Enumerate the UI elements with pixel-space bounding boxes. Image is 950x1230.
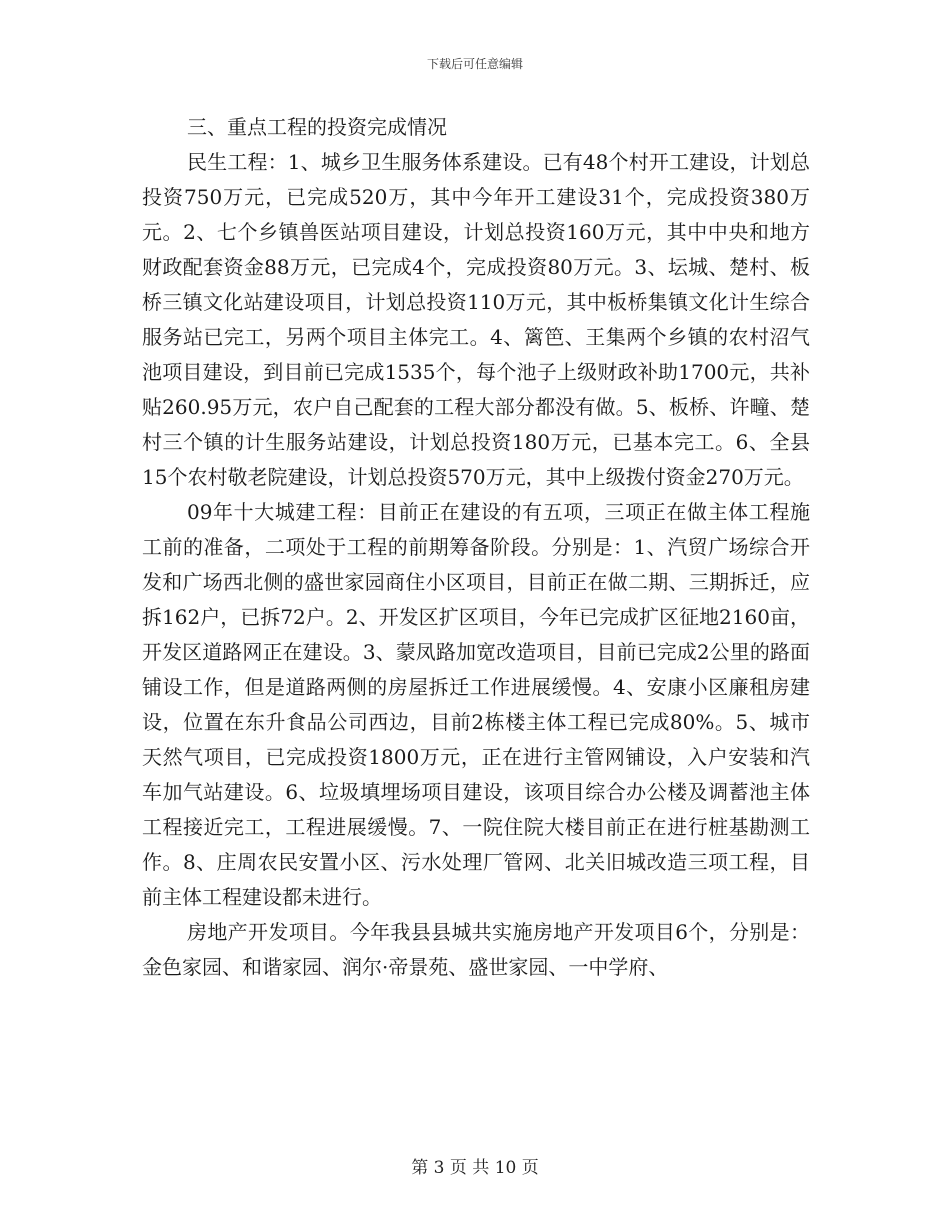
page-number-label: 第 3 页 共 10 页 — [411, 1158, 539, 1178]
document-body — [142, 110, 810, 985]
section-heading: 三、重点工程的投资完成情况 — [187, 115, 447, 139]
page-footer — [0, 1153, 950, 1178]
paragraph-real-estate: 房地产开发项目。今年我县县城共实施房地产开发项目6个，分别是：金色家园、和谐家园、润尔·帝景苑、盛世家园、一中学府、 — [142, 920, 810, 979]
page-header-note: 下载后可任意编辑 — [426, 57, 523, 71]
paragraph-livelihood-projects: 民生工程：1、城乡卫生服务体系建设。已有48个村开工建设，计划总投资750万元，已完成520万，其中今年开工建设31个，完成投资380万元。2、七个乡镇兽医站项目建设，计划总投资160万元，其中中央和地方财政配套资金88万元，已完成4个，完成投资80万元。3、坛城、楚村、板桥三镇文化站建设项目，计划总投资110万元，其中板桥集镇文化计生综合服务站已完工，另两个项目主体完工。4、篱笆、王集两个乡镇的农村沼气池项目建设，到目前已完成1535个，每个池子上级财政补助1700元，共补贴260.95万元，农户自己配套的工程大部分都没有做。5、板桥、许疃、楚村三个镇的计生服务站建设，计划总投资180万元，已基本完工。6、全县15个农村敬老院建设，计划总投资570万元，其中上级拨付资金270万元。 — [142, 150, 810, 489]
paragraph-urban-construction: 09年十大城建工程：目前正在建设的有五项，三项正在做主体工程施工前的准备，二项处于工程的前期筹备阶段。分别是：1、汽贸广场综合开发和广场西北侧的盛世家园商住小区项目，目前正在做二期、三期拆迁，应拆162户，已拆72户。2、开发区扩区项目，今年已完成扩区征地2160亩，开发区道路网正在建设。3、蒙凤路加宽改造项目，目前已完成2公里的路面铺设工作，但是道路两侧的房屋拆迁工作进展缓慢。4、安康小区廉租房建设，位置在东升食品公司西边，目前2栋楼主体工程已完成80%。5、城市天然气项目，已完成投资1800万元，正在进行主管网铺设，入户安装和汽车加气站建设。6、垃圾填埋场项目建设，该项目综合办公楼及调蓄池主体工程接近完工，工程进展缓慢。7、一院住院大楼目前正在进行桩基勘测工作。8、庄周农民安置小区、污水处理厂管网、北关旧城改造三项工程，目前主体工程建设都未进行。 — [142, 500, 810, 909]
